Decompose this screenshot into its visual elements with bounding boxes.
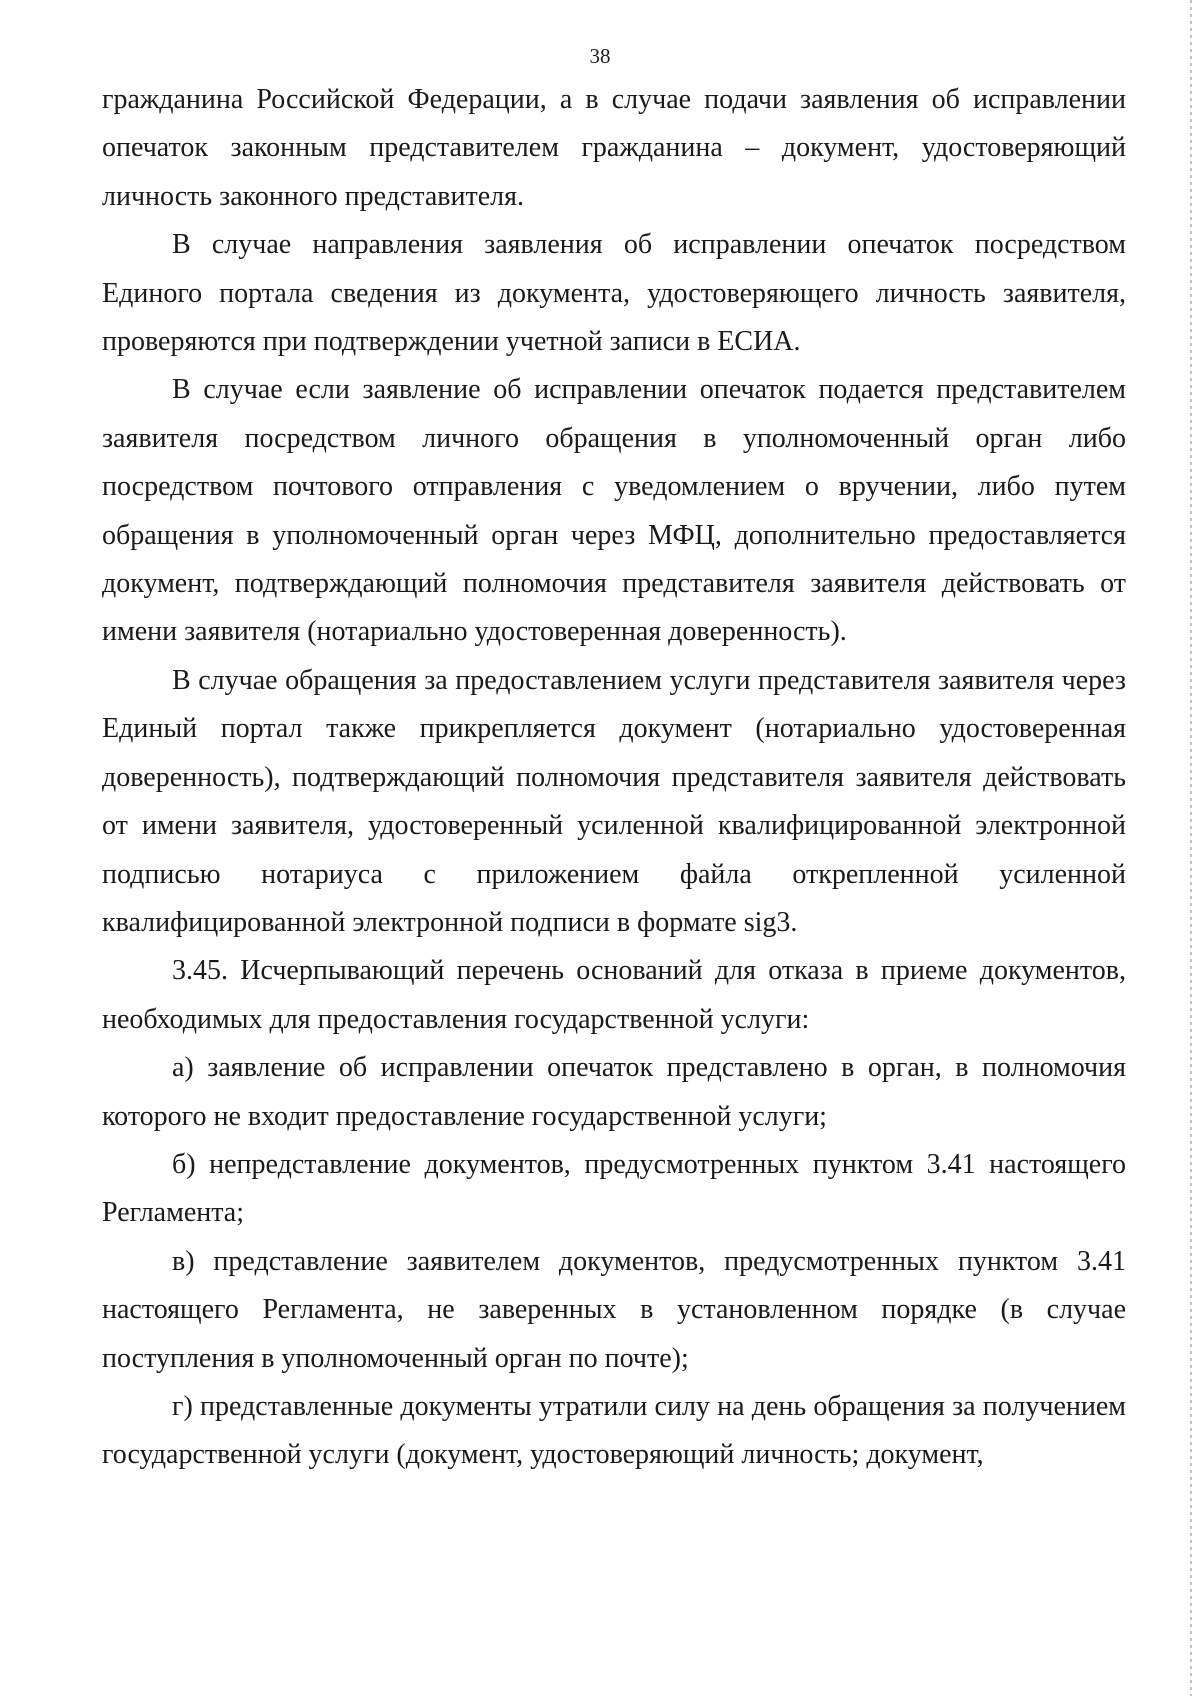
list-item-g: г) представленные документы утратили силу на день обращения за получением государственной услуги (документ, удостоверяющий личность; документ, <box>102 1390 1126 1471</box>
list-item-v: в) представление заявителем документов, предусмотренных пунктом 3.41 настоящего Регламента, не заверенных в установленном порядке (в случае поступления в уполномоченный орган по почте); <box>102 1245 1126 1374</box>
page-number: 38 <box>589 44 611 68</box>
list-item-b: б) непредставление документов, предусмотренных пунктом 3.41 настоящего Регламента; <box>102 1148 1126 1229</box>
paragraph-representative-portal: В случае обращения за предоставлением услуги представителя заявителя через Единый портал также прикрепляется документ (нотариально удостоверенная доверенность), подтверждающий полномочия представителя заявителя действовать от имени заявителя, удостоверенный усиленной квалифицированной электронной подписью нотариуса с приложением файла открепленной усиленной квалифицированной электронной подписи в формате sig3. <box>102 664 1126 938</box>
paragraph-representative-in-person: В случае если заявление об исправлении опечаток подается представителем заявителя посредством личного обращения в уполномоченный орган либо посредством почтового отправления с уведомлением о вручении, либо путем обращения в уполномоченный орган через МФЦ, дополнительно предоставляется документ, подтверждающий полномочия представителя заявителя действовать от имени заявителя (нотариально удостоверенная доверенность). <box>102 374 1126 648</box>
paragraph-continuation: гражданина Российской Федерации, а в случае подачи заявления об исправлении опечаток законным представителем гражданина – документ, удостоверяющий личность законного представителя. <box>102 84 1126 212</box>
paragraph-esia: В случае направления заявления об исправлении опечаток посредством Единого портала сведения из документа, удостоверяющего личность заявителя, проверяются при подтверждении учетной записи в ЕСИА. <box>102 229 1126 358</box>
paragraph-section-3-45: 3.45. Исчерпывающий перечень оснований для отказа в приеме документов, необходимых для предоставления государственной услуги: <box>102 955 1126 1035</box>
list-item-a: а) заявление об исправлении опечаток представлено в орган, в полномочия которого не входит предоставление государственной услуги; <box>102 1052 1126 1132</box>
page-edge-shadow <box>1190 0 1192 1696</box>
document-body <box>102 76 1126 1480</box>
